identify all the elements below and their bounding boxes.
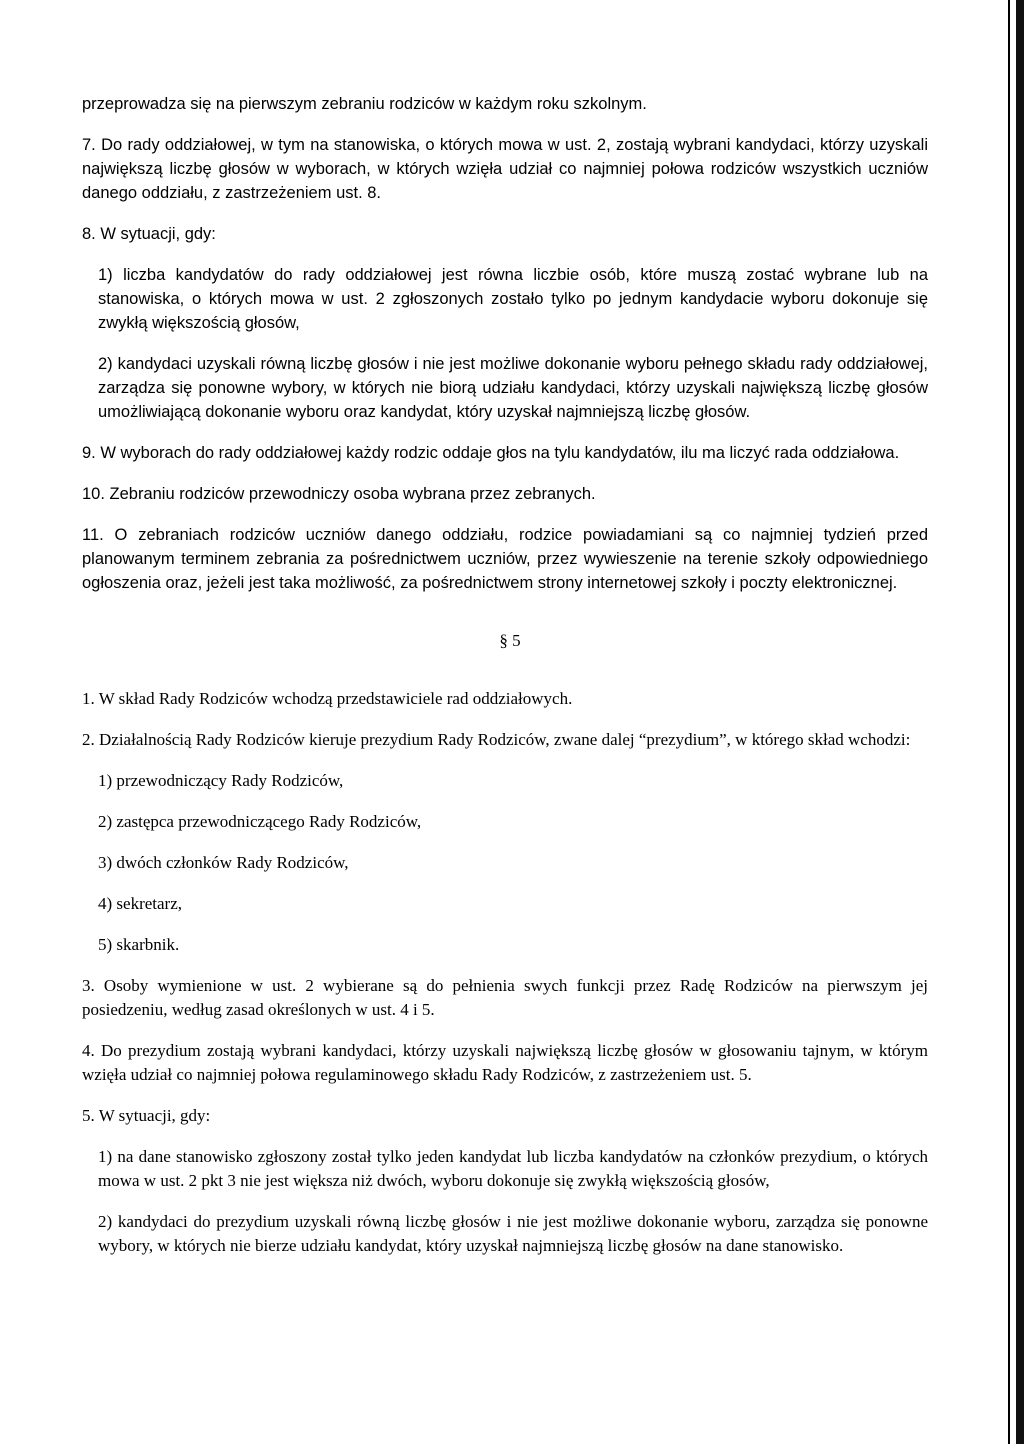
paragraph-10: 10. Zebraniu rodziców przewodniczy osoba wybrana przez zebranych. [82,485,596,503]
list-item: 1) przewodniczący Rady Rodziców, [98,771,344,790]
paragraph-8-point-1: 1) liczba kandydatów do rady oddziałowej jest równa liczbie osób, które muszą zostać wybrane lub na stanowiska, o których mowa w ust. 2 zgłoszonych zostało tylko po jednym kandydacie wyboru dokonuje się zwykłą większością głosów, [98,266,928,332]
section-heading: § 5 [499,631,521,650]
list-item: 2) zastępca przewodniczącego Rady Rodziców, [98,812,422,831]
paragraph-11: 11. O zebraniach rodziców uczniów danego oddziału, rodzice powiadamiani są co najmniej tydzień przed planowanym terminem zebrania za pośrednictwem uczniów, przez wywieszenie na terenie szkoły odpowiedniego ogłoszenia oraz, jeżeli jest taka możliwość, za pośrednictwem strony internetowej szkoły i poczty elektronicznej. [82,526,928,592]
paragraph-continuation: przeprowadza się na pierwszym zebraniu rodziców w każdym roku szkolnym. [82,95,647,113]
section5-paragraph-3: 3. Osoby wymienione w ust. 2 wybierane są do pełnienia swych funkcji przez Radę Rodziców na pierwszym jej posiedzeniu, według zasad określonych w ust. 4 i 5. [82,976,928,1019]
paragraph-8-point-2: 2) kandydaci uzyskali równą liczbę głosów i nie jest możliwe dokonanie wyboru pełnego składu rady oddziałowej, zarządza się ponowne wybory, w których nie biorą udziału kandydaci, którzy uzyskali największą liczbę głosów umożliwiającą dokonanie wyboru oraz kandydat, który uzyskał najmniejszą liczbę głosów. [98,355,928,421]
section5-paragraph-1: 1. W skład Rady Rodziców wchodzą przedstawiciele rad oddziałowych. [82,689,573,708]
list-item: 5) skarbnik. [98,935,180,954]
scan-edge-line [1008,0,1010,1444]
list-item: 4) sekretarz, [98,894,183,913]
paragraph-8: 8. W sytuacji, gdy: [82,225,216,243]
list-item: 3) dwóch członków Rady Rodziców, [98,853,349,872]
paragraph-9: 9. W wyborach do rady oddziałowej każdy rodzic oddaje głos na tylu kandydatów, ilu ma liczyć rada oddziałowa. [82,444,900,462]
section5-paragraph-4: 4. Do prezydium zostają wybrani kandydaci, którzy uzyskali największą liczbę głosów w głosowaniu tajnym, w którym wzięła udział co najmniej połowa regulaminowego składu Rady Rodziców, z zastrzeżeniem ust. 5. [82,1041,928,1084]
section5-paragraph-5: 5. W sytuacji, gdy: [82,1106,211,1125]
paragraph-7: 7. Do rady oddziałowej, w tym na stanowiska, o których mowa w ust. 2, zostają wybrani kandydaci, którzy uzyskali największą liczbę głosów w wyborach, w których wzięła udział co najmniej połowa rodziców wszystkich uczniów danego oddziału, z zastrzeżeniem ust. 8. [82,136,928,202]
document-page [82,92,928,1275]
section5-paragraph-5-point-1: 1) na dane stanowisko zgłoszony został tylko jeden kandydat lub liczba kandydatów na członków prezydium, o których mowa w ust. 2 pkt 3 nie jest większa niż dwóch, wyboru dokonuje się zwykłą większością głosów, [98,1147,928,1190]
section5-paragraph-2: 2. Działalnością Rady Rodziców kieruje prezydium Rady Rodziców, zwane dalej “prezydium”, w którego skład wchodzi: [82,730,911,749]
scan-edge-bar [1016,0,1024,1444]
section5-paragraph-5-point-2: 2) kandydaci do prezydium uzyskali równą liczbę głosów i nie jest możliwe dokonanie wyboru, zarządza się ponowne wybory, w których nie bierze udziału kandydat, który uzyskał najmniejszą liczbę głosów na dane stanowisko. [98,1212,928,1255]
